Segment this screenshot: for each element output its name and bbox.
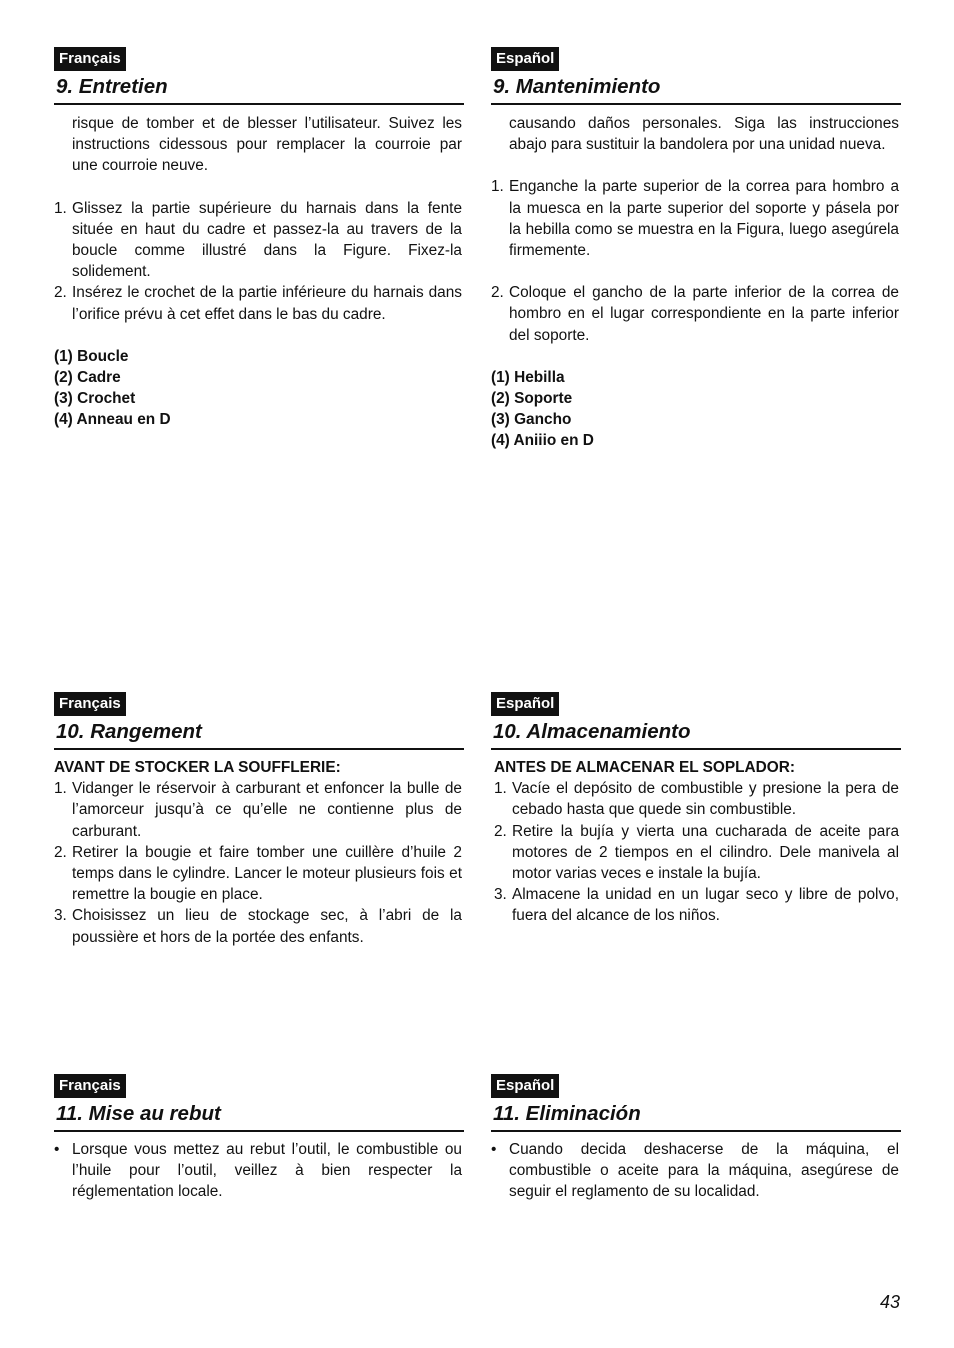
section-title: 11. Eliminación	[493, 1102, 641, 1125]
list-item: 1. Glissez la partie supérieure du harnais dans la fente située en haut du cadre et passez-la au travers de la boucle comme illustré dans la Figure. Fixez-la solidement.	[54, 199, 462, 281]
steps-list	[54, 198, 462, 325]
steps-list	[491, 176, 899, 345]
title-rule	[491, 103, 901, 105]
list-item: 3. Choisissez un lieu de stockage sec, à l’abri de la poussière et hors de la portée des enfants.	[54, 907, 462, 946]
subheading: AVANT DE STOCKER LA SOUFFLERIE:	[54, 759, 341, 776]
figure-labels	[491, 367, 899, 452]
section-title: 9. Mantenimiento	[493, 75, 661, 98]
steps-list	[494, 778, 899, 926]
title-rule	[54, 748, 464, 750]
language-badge: Français	[54, 47, 126, 71]
section9-fr-body	[54, 113, 462, 431]
figure-label: (3) Crochet	[54, 390, 136, 408]
language-badge: Español	[491, 1074, 559, 1098]
intro-text: causando daños personales. Siga las instrucciones abajo para sustituir la bandolera por una unidad nueva.	[509, 115, 899, 154]
language-badge: Français	[54, 1074, 126, 1098]
figure-label: (2) Soporte	[491, 390, 573, 408]
list-item: 2. Coloque el gancho de la parte inferior de la correa de hombro en el lugar correspondiente en la parte inferior del soporte.	[491, 284, 899, 344]
list-item: • Lorsque vous mettez au rebut l’outil, le combustible ou l’huile pour l’outil, veillez à bien respecter la réglementation locale.	[54, 1141, 462, 1201]
list-item: 1. Enganche la parte superior de la correa para hombro a la muesca en la parte superior del soporte y pásela por la hebilla como se muestra en la Figura, luego asegúrela firmemente.	[491, 178, 899, 260]
bullet-list	[491, 1139, 899, 1203]
list-item: 1. Vidanger le réservoir à carburant et enfoncer la bulle de l’amorceur jusqu’à ce qu’elle ne contienne plus de carburant.	[54, 780, 462, 840]
section9-fr-header	[54, 47, 464, 99]
list-item: 3. Almacene la unidad en un lugar seco y libre de polvo, fuera del alcance de los niños.	[494, 886, 899, 925]
figure-label: (4) Anneau en D	[54, 411, 171, 429]
figure-label: (4) Aniiio en D	[491, 432, 594, 450]
section10-fr-body	[54, 757, 462, 948]
section11-fr-body	[54, 1139, 462, 1203]
language-badge: Français	[54, 692, 126, 716]
language-badge: Español	[491, 47, 559, 71]
section11-fr-header	[54, 1074, 464, 1126]
section10-fr-header	[54, 692, 464, 744]
subheading: ANTES DE ALMACENAR EL SOPLADOR:	[494, 759, 795, 776]
list-item: • Cuando decida deshacerse de la máquina, el combustible o aceite para la máquina, asegúrese de seguir el reglamento de su localidad.	[491, 1141, 899, 1201]
section9-es-header	[491, 47, 901, 99]
figure-label: (1) Hebilla	[491, 368, 565, 386]
language-badge: Español	[491, 692, 559, 716]
figure-label: (3) Gancho	[491, 411, 572, 429]
figure-label: (2) Cadre	[54, 369, 121, 387]
title-rule	[491, 1130, 901, 1132]
list-item: 2. Retire la bujía y vierta una cucharada de aceite para motores de 2 tiempos en el cilindro. Dele manivela al motor varias veces e instale la bujía.	[494, 822, 899, 883]
section9-es-body	[491, 113, 899, 452]
section-title: 11. Mise au rebut	[56, 1102, 221, 1125]
intro-text: risque de tomber et de blesser l’utilisateur. Suivez les instructions cidessous pour remplacer la courroie par une courroie neuve.	[72, 115, 462, 175]
figure-labels	[54, 346, 462, 431]
list-item: 1. Vacíe el depósito de combustible y presione la pera de cebado hasta que quede sin combustible.	[494, 780, 899, 819]
list-item: 2. Retirer la bougie et faire tomber une cuillère d’huile 2 temps dans le cylindre. Lancer le moteur plusieurs fois et remettre la bougie en place.	[54, 843, 462, 904]
section10-es-body	[494, 757, 899, 927]
section-title: 9. Entretien	[56, 75, 168, 98]
title-rule	[54, 103, 464, 105]
page-number: 43	[880, 1292, 901, 1312]
list-item: 2. Insérez le crochet de la partie inférieure du harnais dans l’orifice prévu à cet effet dans le bas du cadre.	[54, 284, 462, 323]
section11-es-body	[491, 1139, 899, 1203]
section11-es-header	[491, 1074, 901, 1126]
title-rule	[491, 748, 901, 750]
steps-list	[54, 778, 462, 948]
section-title: 10. Rangement	[56, 720, 202, 743]
section10-es-header	[491, 692, 901, 744]
figure-label: (1) Boucle	[54, 347, 129, 365]
bullet-list	[54, 1139, 462, 1203]
title-rule	[54, 1130, 464, 1132]
section-title: 10. Almacenamiento	[493, 720, 691, 743]
